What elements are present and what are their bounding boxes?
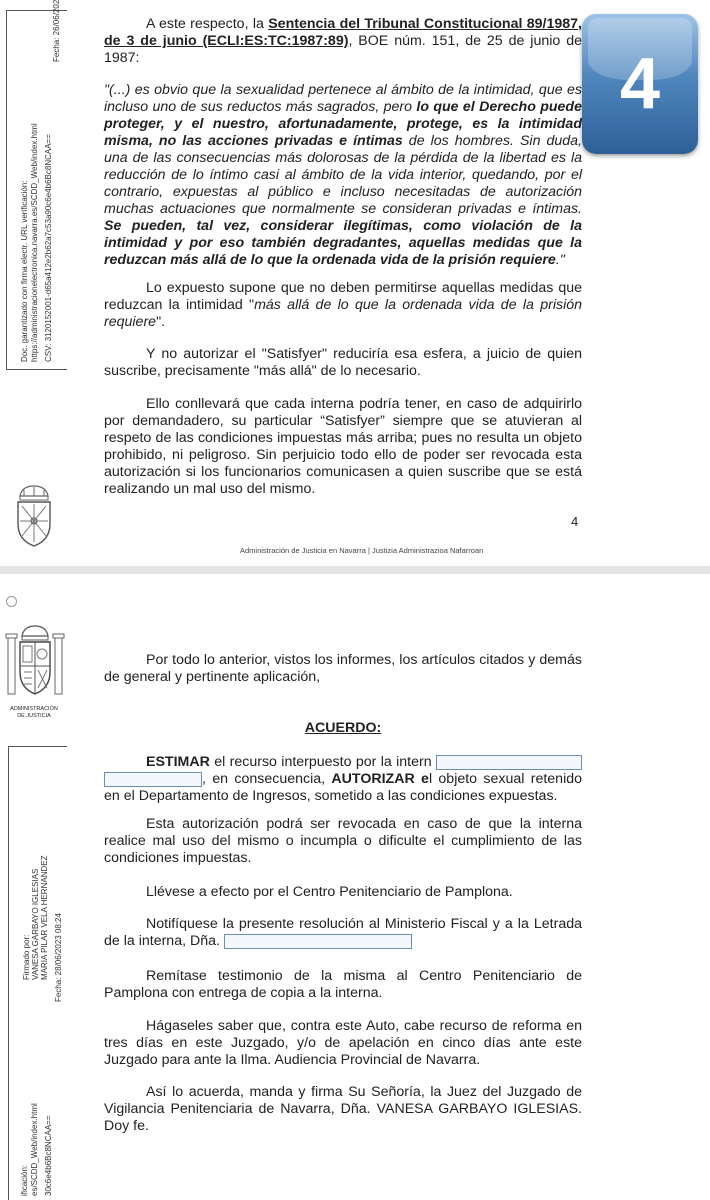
sentence-citation: Sentencia del Tribunal Constitucional 89/1987, de 3 de junio (ECLI:ES:TC:1987:89) bbox=[104, 16, 582, 49]
hagaseles-paragraph bbox=[104, 1018, 582, 1069]
page1-paragraph-intro bbox=[104, 16, 582, 67]
intro-lead: A este respecto, la bbox=[146, 16, 269, 32]
page1-paragraph-4 bbox=[104, 396, 582, 498]
intro-tail: , BOE núm. 151, de 25 de junio de 1987: bbox=[104, 33, 582, 66]
redacted-name-2 bbox=[104, 772, 202, 787]
page-footer: Administración de Justicia en Navarra | Justizia Administrazioa Nafarroan bbox=[240, 546, 484, 555]
page2-left-margin bbox=[0, 574, 72, 1200]
page-separator bbox=[0, 566, 710, 574]
verification-url-1: ificación: bbox=[20, 1164, 29, 1196]
verification-csv-2: 30c6e4b6Bc8NCAA== bbox=[44, 1115, 53, 1196]
signature-date: Fecha: 28/06/2023 08:24 bbox=[54, 913, 63, 1002]
hagaseles-text: Hágaseles saber que, contra este Auto, cabe recurso de reforma en tres días en este Juzgado, y/o de apelación en cinco días ante este Juzgado para ante la Ilma. Audiencia Provincial de Navarra. bbox=[104, 1018, 582, 1068]
spain-coat-of-arms-icon bbox=[4, 624, 66, 702]
admin-label-line-1: ADMINISTRACIÓN bbox=[10, 706, 58, 712]
hole-punch-mark bbox=[6, 596, 17, 607]
estimar-text-2: , en consecuencia, bbox=[202, 771, 332, 787]
notifiquese-text: Notifíquese la presente resolución al Ministerio Fiscal y a la Letrada de la interna, Dña. bbox=[104, 916, 582, 949]
verification-line-2: https://administracionelectronica.navarra.es/SCDD_Web/index.html bbox=[30, 123, 39, 362]
para4-text: Ello conllevará que cada interna podría tener, en caso de adquirirlo por demandadero, su particular “Satisfyer” siempre que se atuvieran al respeto de las condiciones impuestas más arriba; pues no resulta un objeto prohibido, ni peligroso. Sin perjuicio todo ello de poder ser revocada esta autorización si los funcionarios comunicasen a quien suscribe que se está realizando un mal uso del mismo. bbox=[104, 396, 582, 497]
navarra-coat-of-arms-icon bbox=[12, 484, 56, 548]
remitase-paragraph bbox=[104, 968, 582, 1002]
revocable-text: Esta autorización podrá ser revocada en caso de que la interna realice mal uso del mismo o incumpla o dificulte el cumplimiento de las condiciones impuestas. bbox=[104, 816, 582, 866]
document-page-2 bbox=[0, 574, 710, 1200]
verification-csv: CSV: 3120152001-d65a412e2b62a7c53a90c6e4b6Bc8NCAA== bbox=[44, 134, 53, 362]
revocable-paragraph bbox=[104, 816, 582, 867]
estimar-text-3: l objeto sexual retenido en el Departamento de Ingresos, sometido a las condiciones expuestas. bbox=[104, 771, 583, 804]
notifiquese-paragraph bbox=[104, 916, 582, 950]
date-stamp: Fecha: 26/06/202 bbox=[52, 0, 61, 62]
closing-paragraph bbox=[104, 1084, 582, 1135]
quote-bold-2: Se pueden, tal vez, considerar ilegítimas, como violación de la intimidad y por eso también degradantes, aquellas medidas que la reduzcan más allá de lo que la ordenada vida de la prisión requiere bbox=[104, 218, 582, 268]
page-number: 4 bbox=[571, 514, 579, 529]
llevese-paragraph bbox=[104, 884, 582, 901]
para2-italic: más allá de lo que la ordenada vida de la prisión requiere bbox=[104, 297, 582, 330]
quote-part-3: ." bbox=[555, 252, 565, 268]
badge-number: 4 bbox=[619, 44, 661, 124]
redacted-name-1 bbox=[436, 755, 582, 770]
quote-part-2: de los hombres. Sin duda, una de las consecuencias más dolorosas de la pérdida de la libertad es la reducción de lo íntimo casi al ámbito de la vida interior, quedando, por el contrario, expuestas al público e incluso necesitadas de autorización muchas actuaciones que normalmente se consideran privadas e íntimas. bbox=[104, 133, 582, 217]
page1-paragraph-2 bbox=[104, 280, 582, 331]
para3-text: Y no autorizar el "Satisfyer" reduciría esa esfera, a juicio de quien suscribe, precisamente "más allá" de lo necesario. bbox=[104, 346, 582, 379]
quote-bold-1: lo que el Derecho puede proteger, y el nuestro, afortunadamente, protege, es la intimidad misma, no las acciones privadas e íntimas bbox=[104, 99, 582, 149]
administracion-label bbox=[2, 706, 66, 720]
remitase-text: Remítase testimonio de la misma al Centro Penitenciario de Pamplona con entrega de copia a la interna. bbox=[104, 968, 582, 1001]
constitutional-court-quote bbox=[104, 82, 582, 269]
document-page-1 bbox=[0, 0, 710, 566]
acuerdo-heading bbox=[104, 720, 582, 737]
closing-text: Así lo acuerda, manda y firma Su Señoría, la Juez del Juzgado de Vigilancia Penitenciaria de Navarra, Dña. VANESA GARBAYO IGLESIAS. Doy fe. bbox=[104, 1084, 582, 1134]
page-number-badge bbox=[582, 14, 698, 154]
admin-label-line-2: DE JUSTICIA bbox=[17, 713, 51, 719]
signed-by-label: Firmado por: bbox=[22, 934, 31, 980]
verification-line-1: Doc. garantizado con firma electr. URL verificación: bbox=[20, 180, 29, 362]
quote-part-1: "(...) es obvio que la sexualidad pertenece al ámbito de la intimidad, que es incluso uno de sus reductos más sagrados, pero bbox=[104, 82, 582, 115]
estimar-bold: ESTIMAR bbox=[146, 754, 210, 770]
intro-text: Por todo lo anterior, vistos los informes, los artículos citados y demás de general y pertinente aplicación, bbox=[104, 652, 582, 685]
autorizar-bold: AUTORIZAR e bbox=[331, 771, 429, 787]
para2-end: ". bbox=[156, 314, 166, 330]
page1-left-margin bbox=[0, 0, 72, 566]
page2-intro bbox=[104, 652, 582, 686]
llevese-text: Llévese a efecto por el Centro Penitenciario de Pamplona. bbox=[146, 884, 513, 900]
acuerdo-heading-text: ACUERDO: bbox=[304, 720, 382, 736]
estimar-text-1: el recurso interpuesto por la intern bbox=[209, 754, 432, 770]
redacted-lawyer-name bbox=[224, 934, 412, 949]
verification-url-2: es/SCDD_Web/index.html bbox=[30, 1103, 39, 1196]
estimar-paragraph bbox=[104, 754, 582, 805]
signer-1: VANESA GARBAYO IGLESIAS bbox=[31, 868, 40, 980]
signer-2: MARIA PILAR VELA HERNANDEZ bbox=[40, 855, 49, 980]
para2-text: Lo expuesto supone que no deben permitirse aquellas medidas que reduzcan la intimidad " bbox=[104, 280, 582, 313]
page1-paragraph-3 bbox=[104, 346, 582, 380]
